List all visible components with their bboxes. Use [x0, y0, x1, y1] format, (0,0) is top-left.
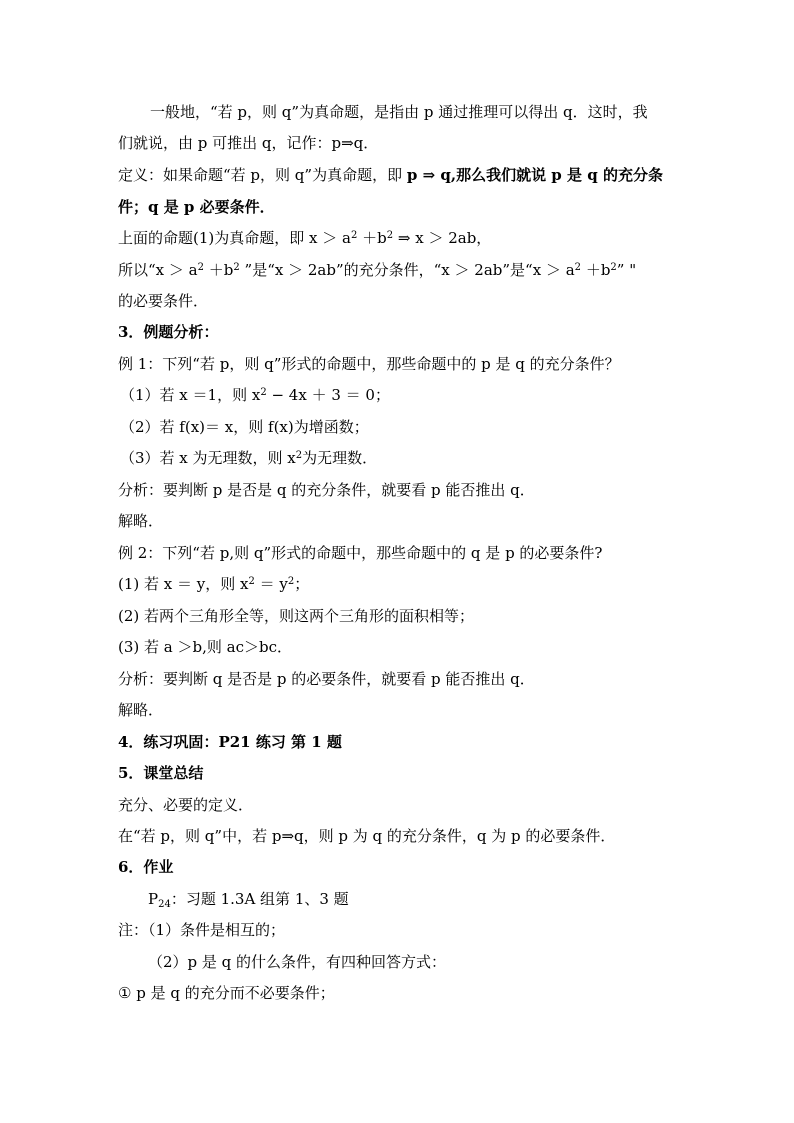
example-1-item-3: （3）若 x 为无理数，则 $x^2$为无理数． [120, 449, 378, 467]
paragraph-intro-line2: 们就说，由 p 可推出 q，记作：p⇒q． [118, 134, 379, 152]
proposition-line: 上面的命题(1)为真命题，即 $x > a^2 +b^2$ ⇒ x ＞ 2ab， [118, 229, 492, 247]
note-line-3: ① p 是 q 的充分而不必要条件； [118, 984, 335, 1002]
example-1-item-2: （2）若 f(x)＝ x，则 f(x)为增函数； [120, 418, 369, 436]
solution-1: 解略． [118, 512, 164, 530]
section-3-heading: 3．例题分析： [118, 323, 219, 341]
analysis-1: 分析：要判断 p 是否是 q 的充分条件，就要看 p 能否推出 q． [118, 481, 535, 499]
section-5-heading: 5．课堂总结 [118, 764, 204, 782]
note-line-1: 注：（1）条件是相互的； [118, 921, 286, 939]
paragraph-intro-line1: 一般地，“若 p，则 q”为真命题，是指由 p 通过推理可以得出 q．这时，我 [150, 103, 648, 121]
solution-2: 解略． [118, 701, 164, 719]
example-1-title: 例 1：下列“若 p，则 q”形式的命题中，那些命题中的 p 是 q 的充分条件？ [118, 355, 620, 373]
analysis-2: 分析：要判断 q 是否是 p 的必要条件，就要看 p 能否推出 q． [118, 670, 535, 688]
necessary-line: 的必要条件． [118, 292, 209, 310]
summary-line-2: 在“若 p，则 q”中，若 p⇒q，则 p 为 q 的充分条件，q 为 p 的必要条件． [118, 827, 616, 845]
note-line-2: （2）p 是 q 的什么条件，有四种回答方式： [148, 953, 447, 971]
example-2-item-2: (2) 若两个三角形全等，则这两个三角形的面积相等； [118, 607, 475, 625]
example-1-item-1: （1）若 x ＝1，则 $x^2 - 4x + 3 = 0$； [120, 386, 390, 404]
definition-line1: 定义：如果命题“若 p，则 q”为真命题，即 p ⇒ q,那么我们就说 p 是 q 的充分条 [118, 166, 663, 184]
example-2-item-3: (3) 若 a ＞b,则 ac＞bc． [118, 638, 292, 656]
section-6-heading: 6．作业 [118, 858, 174, 876]
homework-line: $P_{24}$：习题 1.3A 组第 1、3 题 [148, 890, 349, 910]
summary-line-1: 充分、必要的定义． [118, 796, 254, 814]
example-2-item-1: (1) 若 x ＝ y，则 $x^2 = y^2$； [118, 575, 310, 593]
so-line: 所以“$x > a^2 +b^2$ ”是“x ＞ 2ab”的充分条件，“x ＞ 2ab”是“$x > a^2 +b^2$” " [118, 261, 637, 279]
definition-line2: 件；q 是 p 必要条件． [118, 198, 275, 216]
section-4-heading: 4．练习巩固：P21 练习 第 1 题 [118, 733, 342, 751]
example-2-title: 例 2：下列“若 p,则 q”形式的命题中，那些命题中的 q 是 p 的必要条件? [118, 544, 603, 562]
